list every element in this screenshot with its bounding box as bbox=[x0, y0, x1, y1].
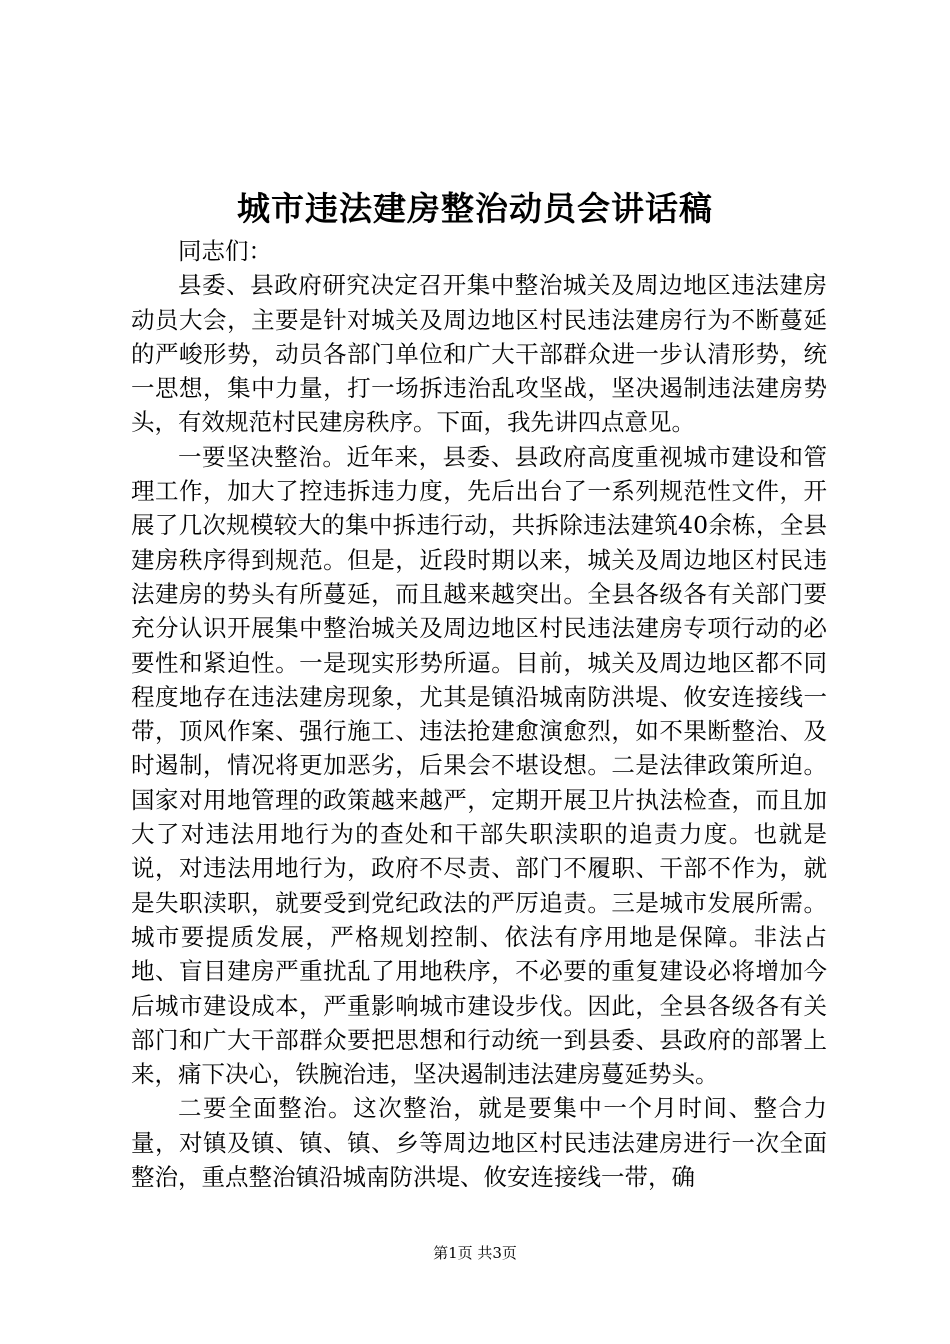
paragraph-second-point: 二要全面整治。这次整治，就是要集中一个月时间、整合力量，对镇及镇、镇、镇、乡等周边地区村民违法建房进行一次全面整治，重点整治镇沿城南防洪堤、攸安连接线一带，确 bbox=[131, 1094, 827, 1192]
paragraph-first-point: 一要坚决整治。近年来，县委、县政府高度重视城市建设和管理工作，加大了控违拆违力度，先后出台了一系列规范性文件，开展了几次规模较大的集中拆违行动，共拆除违法建筑40余栋，全县建房秩序得到规范。但是，近段时期以来，城关及周边地区村民违法建房的势头有所蔓延，而且越来越突出。全县各级各有关部门要充分认识开展集中整治城关及周边地区村民违法建房专项行动的必要性和紧迫性。一是现实形势所逼。目前，城关及周边地区都不同程度地存在违法建房现象，尤其是镇沿城南防洪堤、攸安连接线一带，顶风作案、强行施工、违法抢建愈演愈烈，如不果断整治、及时遏制，情况将更加恶劣，后果会不堪设想。二是法律政策所迫。国家对用地管理的政策越来越严，定期开展卫片执法检查，而且加大了对违法用地行为的查处和干部失职渎职的追责力度。也就是说，对违法用地行为，政府不尽责、部门不履职、干部不作为，就是失职渎职，就要受到党纪政法的严厉追责。三是城市发展所需。城市要提质发展，严格规划控制、依法有序用地是保障。非法占地、盲目建房严重扰乱了用地秩序，不必要的重复建设必将增加今后城市建设成本，严重影响城市建设步伐。因此，全县各级各有关部门和广大干部群众要把思想和行动统一到县委、县政府的部署上来，痛下决心，铁腕治违，坚决遏制违法建房蔓延势头。 bbox=[131, 442, 827, 1089]
page-footer: 第1页 共3页 bbox=[433, 1244, 517, 1262]
document-body bbox=[131, 234, 827, 1194]
document-title: 城市违法建房整治动员会讲话稿 bbox=[237, 189, 713, 228]
paragraph-intro: 县委、县政府研究决定召开集中整治城关及周边地区违法建房动员大会，主要是针对城关及周边地区村民违法建房行为不断蔓延的严峻形势，动员各部门单位和广大干部群众进一步认清形势，统一思想，集中力量，打一场拆违治乱攻坚战，坚决遏制违法建房势头，有效规范村民建房秩序。下面，我先讲四点意见。 bbox=[131, 271, 827, 437]
salutation: 同志们： bbox=[178, 237, 272, 265]
